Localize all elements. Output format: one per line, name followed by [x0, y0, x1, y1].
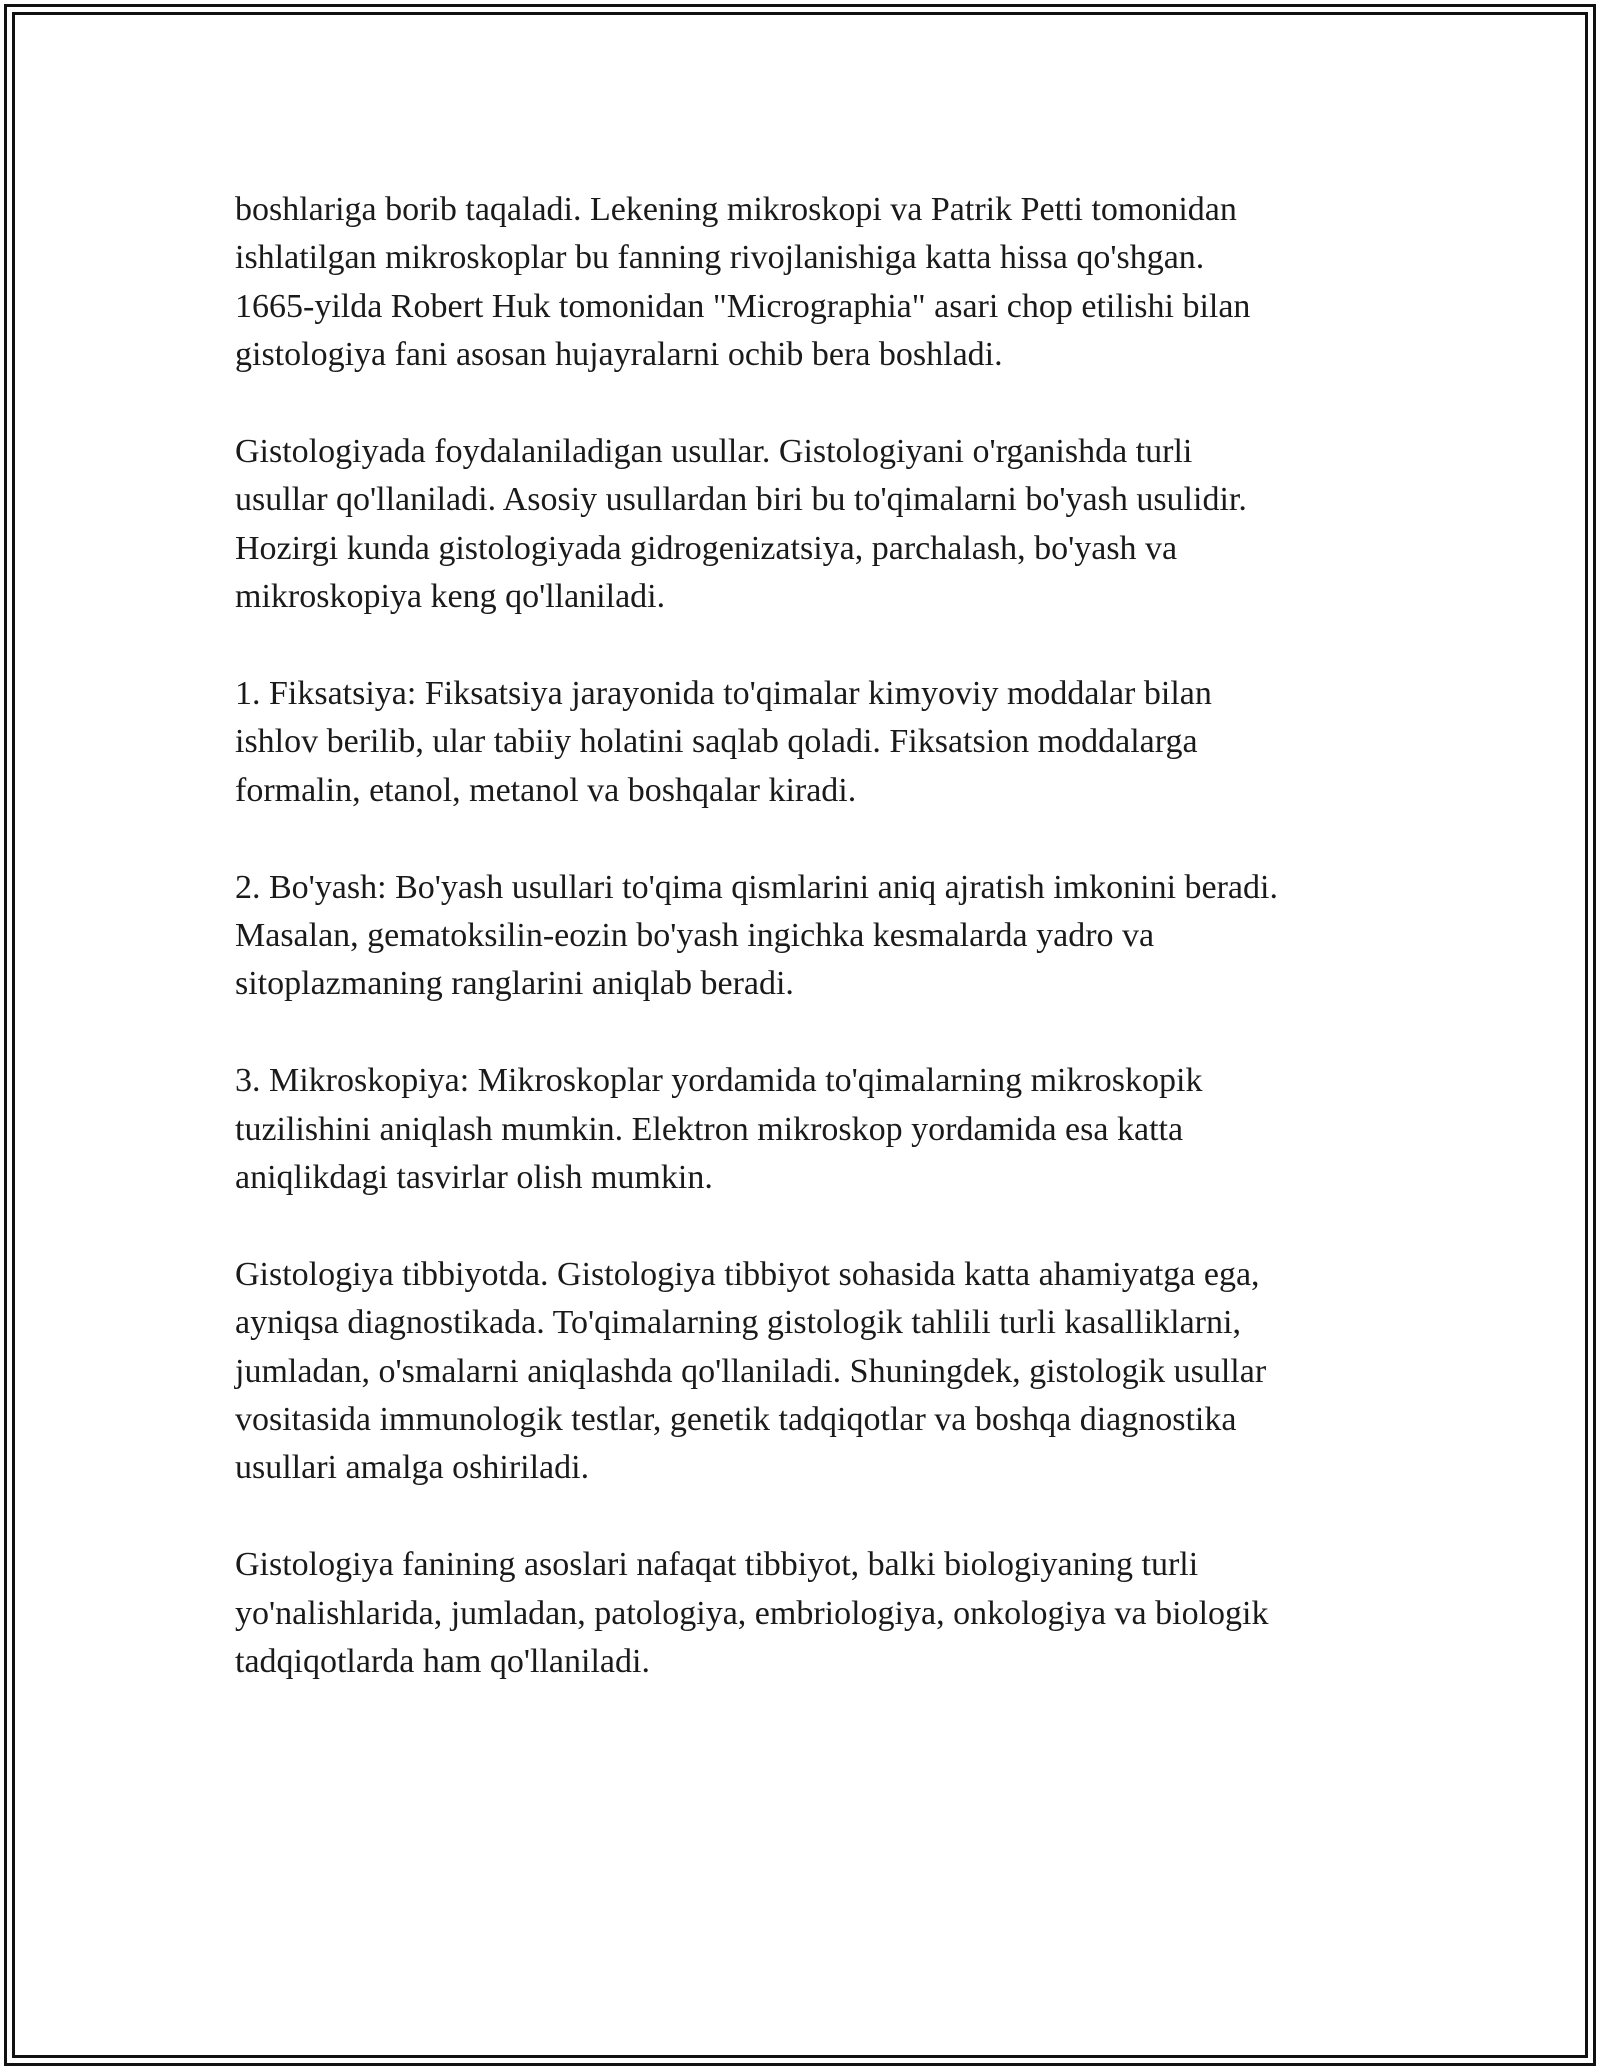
text-line: 1. Fiksatsiya: Fiksatsiya jarayonida to'qimalar kimyoviy moddalar bilan	[235, 675, 1212, 713]
text-line: 1665-yilda Robert Huk tomonidan "Micrographia" asari chop etilishi bilan	[235, 287, 1251, 325]
text-line: ayniqsa diagnostikada. To'qimalarning gistologik tahlili turli kasalliklarni,	[235, 1304, 1241, 1342]
paragraph-methods	[235, 428, 1435, 622]
text-line: Gistologiyada foydalaniladigan usullar. Gistologiyani o'rganishda turli	[235, 433, 1193, 471]
text-line: Hozirgi kunda gistologiyada gidrogenizatsiya, parchalash, bo'yash va	[235, 529, 1178, 567]
paragraph-applications	[235, 1541, 1435, 1686]
text-line: ishlatilgan mikroskoplar bu fanning rivojlanishiga katta hissa qo'shgan.	[235, 239, 1205, 277]
paragraph-fixation	[235, 670, 1435, 815]
paragraph-microscopy	[235, 1057, 1435, 1202]
text-line: mikroskopiya keng qo'llaniladi.	[235, 578, 666, 616]
document-body	[235, 186, 1435, 1735]
text-line: aniqlikdagi tasvirlar olish mumkin.	[235, 1159, 713, 1197]
text-line: ishlov berilib, ular tabiiy holatini saqlab qoladi. Fiksatsion moddalarga	[235, 723, 1198, 761]
text-line: tuzilishini aniqlash mumkin. Elektron mikroskop yordamida esa katta	[235, 1110, 1184, 1148]
text-line: gistologiya fani asosan hujayralarni ochib bera boshladi.	[235, 336, 1003, 374]
text-line: usullari amalga oshiriladi.	[235, 1449, 590, 1487]
paragraph-medicine	[235, 1251, 1435, 1493]
paragraph-staining	[235, 864, 1435, 1009]
paragraph-history	[235, 186, 1435, 380]
text-line: Gistologiya tibbiyotda. Gistologiya tibbiyot sohasida katta ahamiyatga ega,	[235, 1255, 1260, 1293]
text-line: yo'nalishlarida, jumladan, patologiya, embriologiya, onkologiya va biologik	[235, 1594, 1269, 1632]
text-line: usullar qo'llaniladi. Asosiy usullardan biri bu to'qimalarni bo'yash usulidir.	[235, 481, 1247, 519]
text-line: formalin, etanol, metanol va boshqalar kiradi.	[235, 771, 857, 809]
text-line: Gistologiya fanining asoslari nafaqat tibbiyot, balki biologiyaning turli	[235, 1546, 1199, 1584]
text-line: 3. Mikroskopiya: Mikroskoplar yordamida to'qimalarning mikroskopik	[235, 1062, 1203, 1100]
text-line: 2. Bo'yash: Bo'yash usullari to'qima qismlarini aniq ajratish imkonini beradi.	[235, 868, 1278, 906]
text-line: vositasida immunologik testlar, genetik tadqiqotlar va boshqa diagnostika	[235, 1401, 1237, 1439]
text-line: Masalan, gematoksilin-eozin bo'yash ingichka kesmalarda yadro va	[235, 917, 1155, 955]
text-line: sitoplazmaning ranglarini aniqlab beradi.	[235, 965, 794, 1003]
text-line: tadqiqotlarda ham qo'llaniladi.	[235, 1643, 650, 1681]
text-line: jumladan, o'smalarni aniqlashda qo'llaniladi. Shuningdek, gistologik usullar	[235, 1352, 1267, 1390]
text-line: boshlariga borib taqaladi. Lekening mikroskopi va Patrik Petti tomonidan	[235, 191, 1237, 228]
